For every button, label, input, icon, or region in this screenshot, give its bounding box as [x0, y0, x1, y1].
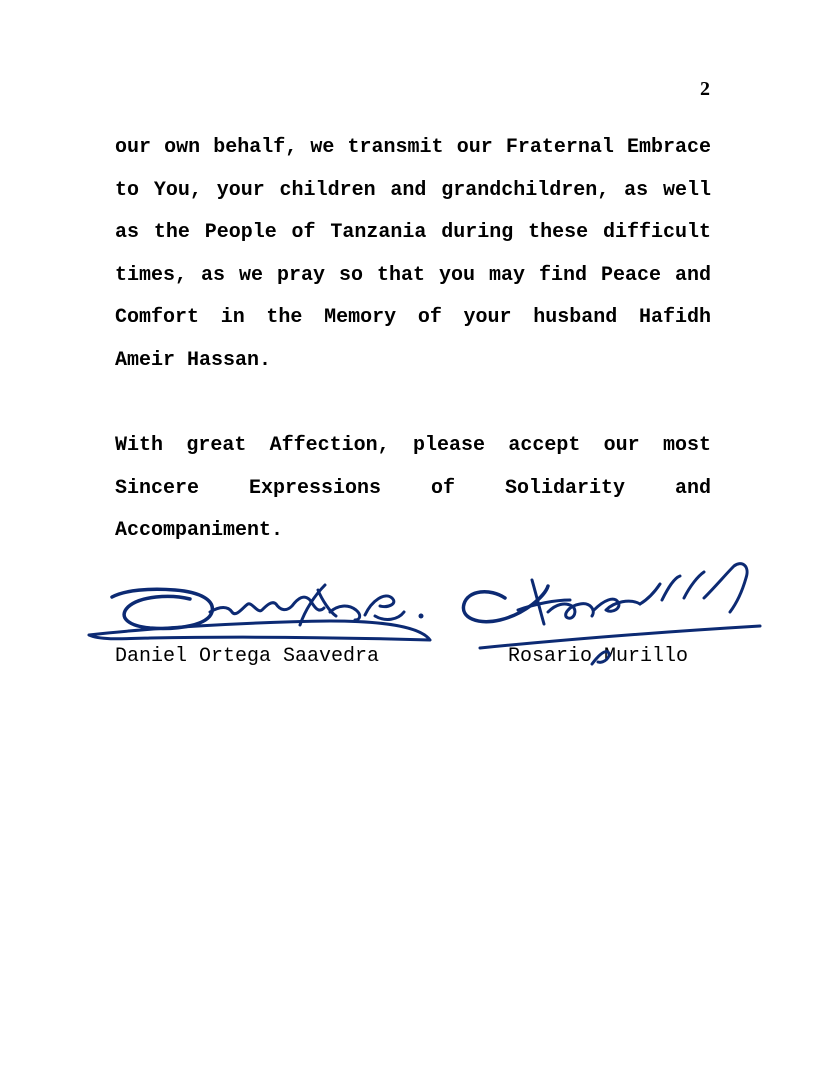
signatory-name-right: Rosario Murillo — [508, 645, 689, 668]
paragraph-condolences: With great Affection, please accept our most Sincere Expressions of Solidarity and Accompaniment. — [115, 434, 711, 543]
signature-left — [89, 585, 430, 640]
signatory-name-left: Daniel Ortega Saavedra — [115, 645, 380, 668]
paragraph-closing-wishes: our own behalf, we transmit our Fraternal Embrace to You, your children and grandchildren, as well as the People of Tanzania during these difficult times, as we pray so that you may find Peace and Comfort in the Memory of your husband Hafidh Ameir Hassan. — [115, 136, 711, 372]
page-number: 2 — [700, 78, 710, 100]
